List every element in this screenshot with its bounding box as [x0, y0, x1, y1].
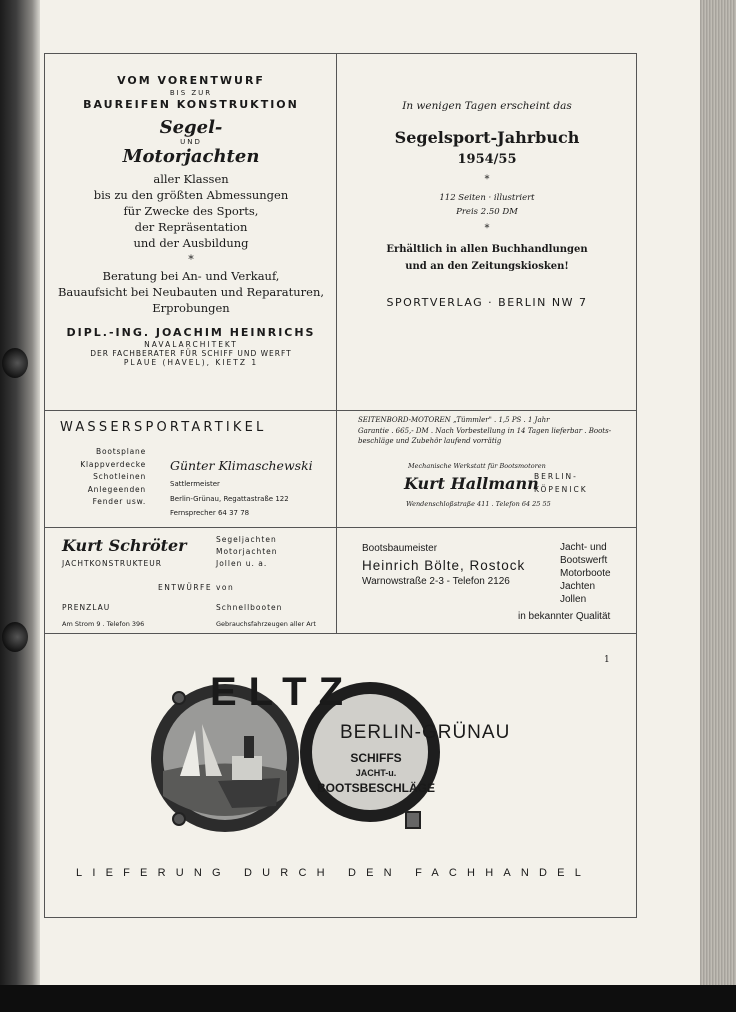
heading: VOM VORENTWURF [117, 74, 265, 87]
address: Am Strom 9 . Telefon 396 [62, 620, 145, 628]
label-line: JACHT-u. [355, 768, 397, 778]
availability: Erhältlich in allen Buchhandlungen [386, 244, 588, 255]
company-name: Günter Klimaschewski [170, 458, 313, 473]
heading: BAUREIFEN KONSTRUKTION [83, 98, 299, 111]
segel-title: Segel- [159, 117, 223, 138]
trade: Sattlermeister [170, 480, 220, 488]
price: Preis 2.50 DM [456, 207, 518, 217]
address: PLAUE (HAVEL), KIETZ 1 [123, 358, 259, 367]
address: Warnowstraße 2-3 - Telefon 2126 [362, 576, 510, 587]
ad-hallmann-text [358, 415, 630, 447]
product-item: Anlegeenden [87, 484, 146, 494]
scan-bottom-border [0, 985, 736, 1012]
text-line: der Repräsentation [134, 220, 248, 234]
text-line: und der Ausbildung [133, 236, 249, 250]
page-mark: 1 [604, 655, 610, 665]
product-item: Jacht- und [560, 542, 607, 553]
star-divider: * [484, 174, 490, 185]
address: Berlin-Grünau, Regattastraße 122 [170, 495, 289, 503]
quality: in bekannter Qualität [518, 611, 611, 622]
boat-types [216, 534, 278, 570]
company-name: Heinrich Bölte, Rostock [362, 558, 526, 573]
column-divider [336, 53, 337, 633]
delivery-footer: LIEFERUNG DURCH DEN FACHHANDEL [76, 867, 592, 879]
product-list [62, 446, 146, 509]
text-line: für Zwecke des Sports, [123, 204, 259, 218]
boat-type: Jollen u. a. [216, 559, 268, 568]
boat-type: Segeljachten [216, 535, 277, 544]
city: PRENZLAU [62, 603, 111, 612]
product-item: Bootswerft [560, 555, 608, 566]
product-item: Jollen [560, 594, 587, 605]
porthole-bolt-icon [173, 692, 185, 704]
motor-title: Motorjachten [122, 146, 260, 167]
service-line: Erprobungen [152, 301, 230, 315]
text-line: SEITENBORD-MOTOREN „Tümmler" . 1,5 PS . 1 Jahr [358, 416, 550, 424]
workshop: Mechanische Werkstatt für Bootsmotoren [408, 462, 546, 470]
subheading: BIS ZUR [169, 89, 213, 97]
job-role: DER FACHBERATER FÜR SCHIFF UND WERFT [90, 349, 292, 358]
text-line: Garantie . 665,- DM . Nach Vorbestellung in 14 Tagen lieferbar . Boots- [358, 426, 612, 435]
service-line: Beratung bei An- und Verkauf, [102, 269, 280, 283]
product-list [560, 541, 611, 606]
availability: und an den Zeitungskiosken! [405, 261, 569, 272]
label-line: SCHIFFS [350, 751, 402, 765]
brand-logo: ELTZ [210, 670, 356, 714]
label-line: BOOTSBESCHLÄGE [316, 781, 435, 795]
text-line: bis zu den größten Abmessungen [93, 188, 289, 202]
usage: Gebrauchsfahrzeugen aller Art [216, 620, 316, 628]
company-name: Kurt Schröter [62, 536, 187, 555]
boat-type: Schnellbooten [216, 603, 283, 612]
book-title: Segelsport-Jahrbuch [394, 128, 580, 147]
wassersport-heading: WASSERSPORTARTIKEL [60, 420, 267, 435]
star-divider: * [484, 223, 490, 234]
text-line: beschläge und Zubehör laufend vorrätig [358, 437, 502, 445]
phone: Fernsprecher 64 37 78 [170, 509, 250, 517]
company-name: Kurt Hallmann [404, 474, 539, 493]
city: KÖPENICK [534, 485, 588, 494]
product-item: Klappverdecke [80, 459, 146, 469]
page-count: 112 Seiten · illustriert [439, 193, 535, 203]
trade: Bootsbaumeister [362, 543, 438, 554]
boat-type: Motorjachten [216, 547, 278, 556]
intro: In wenigen Tagen erscheint das [402, 100, 572, 112]
service-line: Bauaufsicht bei Neubauten und Reparaturen, [57, 285, 325, 299]
product-item: Bootsplane [96, 447, 146, 456]
city: BERLIN- [534, 472, 578, 481]
product-item: Motorboote [560, 568, 611, 579]
product-item: Jachten [560, 581, 596, 592]
book-year: 1954/55 [457, 152, 517, 167]
text-line: aller Klassen [153, 172, 229, 186]
binding-ring [2, 348, 28, 378]
and-label: UND [180, 138, 202, 146]
porthole-bolt-icon [173, 813, 185, 825]
ad-heinrichs [46, 74, 336, 367]
row-divider [44, 410, 637, 411]
ad-jahrbuch [338, 100, 636, 309]
row-divider [44, 633, 637, 634]
job-title: NAVALARCHITEKT [144, 340, 238, 349]
address: Wendenschloßstraße 411 . Telefon 64 25 55 [406, 500, 551, 508]
designs-label: ENTWÜRFE von [158, 583, 235, 592]
product-label [306, 751, 446, 796]
product-item: Fender usw. [92, 497, 146, 506]
row-divider [44, 527, 637, 528]
city-banner: BERLIN-GRÜNAU [340, 722, 511, 743]
book-spine [0, 0, 40, 985]
publisher: SPORTVERLAG · BERLIN NW 7 [386, 296, 588, 309]
page-edges [700, 0, 736, 985]
product-item: Schotleinen [93, 472, 146, 481]
porthole-hinge-icon [406, 812, 420, 828]
star-divider: * [188, 253, 194, 266]
binding-ring [2, 622, 28, 652]
company-name: DIPL.-ING. JOACHIM HEINRICHS [66, 326, 316, 339]
job-role: JACHTKONSTRUKTEUR [62, 559, 162, 568]
